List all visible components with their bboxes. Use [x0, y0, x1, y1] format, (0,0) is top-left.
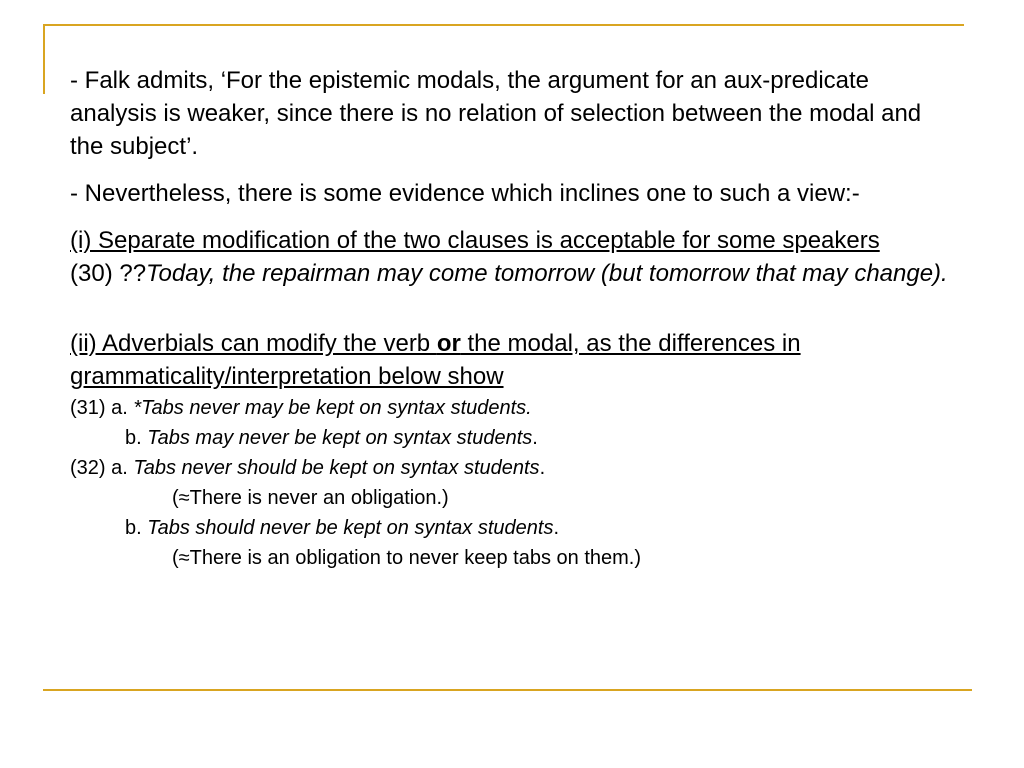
- example-32a-label: (32) a.: [70, 457, 134, 479]
- example-31b: [70, 423, 950, 453]
- point-i-heading-text: (i) Separate modification of the two clauses is acceptable for some speakers: [70, 227, 880, 254]
- example-30-sentence: Today, the repairman may come tomorrow (but tomorrow that may change).: [146, 260, 948, 287]
- example-31a-label: (31) a.: [70, 397, 134, 419]
- frame-left-rule: [43, 24, 45, 94]
- blank-line: [70, 290, 950, 327]
- example-32b-gloss: (≈There is an obligation to never keep tabs on them.): [172, 547, 642, 569]
- frame-bottom-rule: [43, 689, 972, 691]
- example-32a: [70, 453, 950, 483]
- point-i-heading: [70, 224, 950, 257]
- example-32b-period: .: [553, 517, 560, 539]
- example-31b-label: b.: [125, 427, 148, 449]
- example-32a-period: .: [539, 457, 546, 479]
- example-31b-sentence: Tabs may never be kept on syntax students: [147, 427, 533, 449]
- point-ii-heading-pre: (ii) Adverbials can modify the verb: [70, 330, 437, 357]
- example-31b-period: .: [532, 427, 538, 449]
- point-ii-heading: [70, 327, 950, 393]
- example-32b-label: b.: [125, 517, 148, 539]
- slide-body: [70, 64, 950, 573]
- paragraph-nevertheless: - Nevertheless, there is some evidence which inclines one to such a view:-: [70, 180, 860, 207]
- point-ii-heading-bold: or: [436, 330, 461, 357]
- paragraph-falk-admits: - Falk admits, ‘For the epistemic modals, the argument for an aux-predicate analysis is weaker, since there is no relation of selection between the modal and the subject’.: [70, 67, 922, 160]
- example-30: [70, 257, 950, 290]
- example-32a-sentence: Tabs never should be kept on syntax students: [133, 457, 540, 479]
- point-ii-heading-text: [70, 330, 801, 390]
- example-32b-sentence: Tabs should never be kept on syntax students: [147, 517, 554, 539]
- example-32b: [70, 513, 950, 543]
- example-31a: [70, 393, 950, 423]
- example-32a-gloss: (≈There is never an obligation.): [172, 487, 449, 509]
- example-31a-sentence: *Tabs never may be kept on syntax students.: [133, 397, 532, 419]
- example-30-number: (30) ??: [70, 260, 147, 287]
- frame-top-rule: [43, 24, 964, 26]
- point-ii-heading-post: the modal, as the differences in grammaticality/interpretation below show: [70, 330, 801, 390]
